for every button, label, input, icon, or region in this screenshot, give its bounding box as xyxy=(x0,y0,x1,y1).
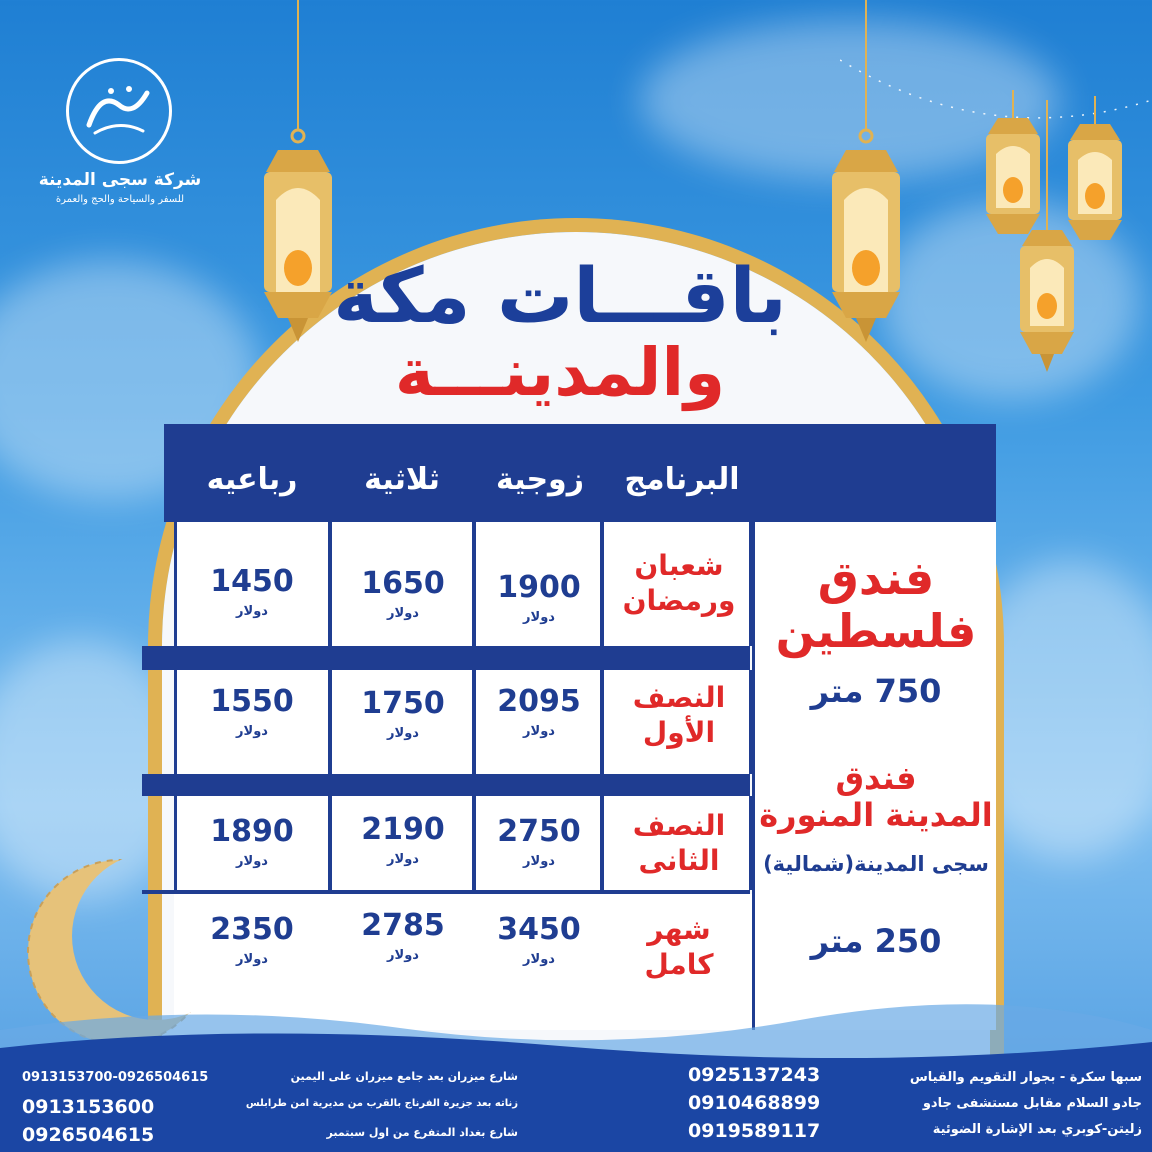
phone-number[interactable]: 0919589117 xyxy=(688,1120,821,1142)
lantern-icon xyxy=(816,0,916,345)
column-divider xyxy=(328,522,332,894)
price-triple: 1750 xyxy=(361,686,445,721)
currency-label: دولار xyxy=(236,604,268,619)
program-label: شعبان ورمضان xyxy=(622,549,736,617)
program-label: النصف الثانى xyxy=(632,809,726,877)
header-triple: ثلاثية xyxy=(364,462,440,497)
logo-calligraphy-icon xyxy=(81,81,157,141)
price-double: 2095 xyxy=(497,684,581,719)
currency-label: دولار xyxy=(523,724,555,739)
price-quad: 1890 xyxy=(210,814,294,849)
hotel-madinah-subtitle: سجى المدينة(شمالية) xyxy=(763,852,989,876)
price-triple: 1650 xyxy=(361,566,445,601)
price-triple: 2785 xyxy=(361,908,445,943)
hotel-madinah-distance: 250 متر xyxy=(810,922,942,960)
currency-label: دولار xyxy=(236,952,268,967)
column-divider xyxy=(472,522,476,894)
phone-number[interactable]: 0913153600 xyxy=(22,1096,155,1118)
lantern-icon xyxy=(1012,100,1082,380)
hotel-makkah-name: فندق فلسطين xyxy=(775,551,977,658)
hotel-madinah-name: فندق المدينة المنورة xyxy=(759,759,993,834)
branch-address: جادو السلام مقابل مستشفى جادو xyxy=(922,1096,1142,1111)
phone-number[interactable]: 0925137243 xyxy=(688,1064,821,1086)
currency-label: دولار xyxy=(523,952,555,967)
program-label: شهر كامل xyxy=(644,913,714,981)
price-double: 2750 xyxy=(497,814,581,849)
branch-address: شارع ميزران بعد جامع ميزران على اليمين xyxy=(290,1070,518,1083)
header-quad: رباعيه xyxy=(206,462,298,497)
phone-number[interactable]: 0913153700-0926504615 xyxy=(22,1070,209,1085)
price-quad: 1450 xyxy=(210,564,294,599)
header-program: البرنامج xyxy=(624,462,740,497)
price-quad: 2350 xyxy=(210,912,294,947)
page-subtitle: والمدينـــة xyxy=(394,334,726,411)
logo xyxy=(66,58,172,164)
currency-label: دولار xyxy=(523,854,555,869)
program-label: النصف الأول xyxy=(632,681,726,749)
brand-tagline: للسفر والسياحة والحج والعمرة xyxy=(55,194,185,205)
currency-label: دولار xyxy=(523,610,555,625)
price-double: 3450 xyxy=(497,912,581,947)
price-quad: 1550 xyxy=(210,684,294,719)
phone-number[interactable]: 0910468899 xyxy=(688,1092,821,1114)
column-divider xyxy=(600,522,604,894)
brand-name: شركة سجى المدينة xyxy=(38,170,202,190)
row-divider xyxy=(142,646,750,670)
currency-label: دولار xyxy=(236,724,268,739)
currency-label: دولار xyxy=(387,606,419,621)
currency-label: دولار xyxy=(387,948,419,963)
row-divider xyxy=(142,774,750,796)
currency-label: دولار xyxy=(387,726,419,741)
branch-address: سبها سكرة - بجوار التقويم والقياس xyxy=(909,1070,1142,1085)
header-double: زوجية xyxy=(496,462,584,497)
currency-label: دولار xyxy=(387,852,419,867)
phone-number[interactable]: 0926504615 xyxy=(22,1124,155,1146)
branch-address: زليتن-كوبري بعد الإشارة الضوئية xyxy=(932,1122,1142,1137)
branch-address: شارع بغداد المتفرع من اول سبتمبر xyxy=(326,1126,518,1139)
page-title: باقـــات مكة xyxy=(333,251,787,340)
currency-label: دولار xyxy=(236,854,268,869)
branch-address: زناته بعد جزيرة الفرناج بالقرب من مديرية امن طرابلس xyxy=(245,1098,518,1109)
hotel-makkah-distance: 750 متر xyxy=(810,672,942,710)
price-triple: 2190 xyxy=(361,812,445,847)
price-double: 1900 xyxy=(497,570,581,605)
